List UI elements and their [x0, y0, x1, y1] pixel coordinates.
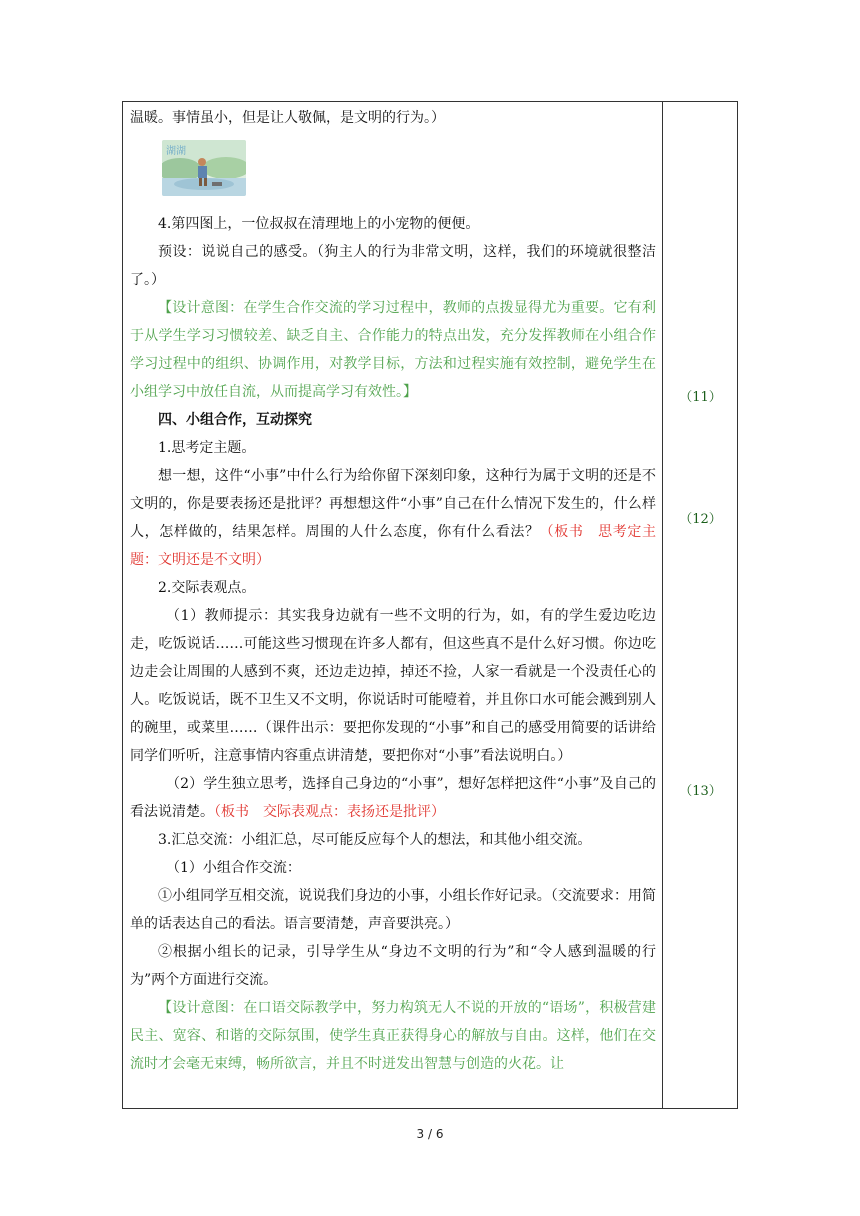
- paragraph: （1）教师提示：其实我身边就有一些不文明的行为，如，有的学生爱边吃边走，吃饭说话……可能这些习惯现在许多人都有，但这些真不是什么好习惯。你边吃边走会让周围的人感到不爽，还边走边掉，掉还不捡，人家一看就是一个没责任心的人。吃饭说话，既不卫生又不文明，你说话时可能噎着，并且你口水可能会溅到别人的碗里，或菜里……（课件出示：要把你发现的“小事”和自己的感受用简要的话讲给同学们听听，注意事情内容重点讲清楚，要把你对“小事”看法说明白。）: [130, 608, 656, 764]
- step-mark: （11）: [679, 390, 722, 405]
- paragraph: 温暖。事情虽小，但是让人敬佩，是文明的行为。）: [130, 110, 445, 126]
- design-intent-note: 【设计意图：在口语交际教学中，努力构筑无人不说的开放的“语场”，积极营建民主、宽容、和谐的交际氛围，使学生真正获得身心的解放与自由。这样，他们在交流时才会毫无束缚，畅所欲言，并且不时迸发出智慧与创造的火花。让: [130, 1000, 656, 1072]
- column-divider: [662, 101, 663, 1109]
- paragraph-text: （2）学生独立思考，选择自己身边的“小事”，想好怎样把这件“小事”及自己的看法说清楚。: [130, 776, 656, 820]
- paragraph: 1.思考定主题。: [158, 440, 256, 456]
- page-number: 3 / 6: [416, 1127, 444, 1141]
- paragraph: 4.第四图上，一位叔叔在清理地上的小宠物的便便。: [158, 216, 480, 232]
- lesson-content: [130, 104, 656, 1078]
- paragraph: ①小组同学互相交流，说说我们身边的小事，小组长作好记录。（交流要求：用简单的话表达自己的看法。语言要清楚，声音要洪亮。）: [130, 888, 656, 932]
- section-heading: 四、小组合作，互动探究: [158, 412, 312, 428]
- boy-by-pond-illustration: [162, 140, 246, 196]
- paragraph: 2.交际表观点。: [158, 580, 256, 596]
- svg-text:湖湖: 湖湖: [166, 146, 186, 157]
- paragraph-text: 想一想，这件“小事”中什么行为给你留下深刻印象，这种行为属于文明的还是不文明的，你是要表扬还是批评？再想想这件“小事”自己在什么情况下发生的，什么样人，怎样做的，结果怎样。周围的人什么态度，你有什么看法？: [130, 468, 656, 540]
- paragraph: [130, 770, 656, 826]
- design-intent-note: 【设计意图：在学生合作交流的学习过程中，教师的点拨显得尤为重要。它有利于从学生学习习惯较差、缺乏自主、合作能力的特点出发，充分发挥教师在小组合作学习过程中的组织、协调作用，对教学目标，方法和过程实施有效控制，避免学生在小组学习中放任自流，从而提高学习有效性。】: [130, 300, 656, 400]
- step-mark: （12）: [679, 512, 722, 527]
- paragraph: 预设：说说自己的感受。（狗主人的行为非常文明，这样，我们的环境就很整洁了。）: [130, 244, 656, 288]
- board-note: （板书 交际表观点：表扬还是批评）: [214, 804, 445, 820]
- paragraph: ②根据小组长的记录，引导学生从“身边不文明的行为”和“令人感到温暖的行为”两个方面进行交流。: [130, 944, 656, 988]
- paragraph: [130, 462, 656, 574]
- illustration-image: [162, 140, 246, 196]
- paragraph: （1）小组合作交流：: [166, 860, 301, 876]
- step-mark: （13）: [679, 784, 722, 799]
- board-note: （板书 思考定主题：文明还是不文明）: [130, 524, 657, 568]
- paragraph: 3.汇总交流：小组汇总，尽可能反应每个人的想法，和其他小组交流。: [158, 832, 592, 848]
